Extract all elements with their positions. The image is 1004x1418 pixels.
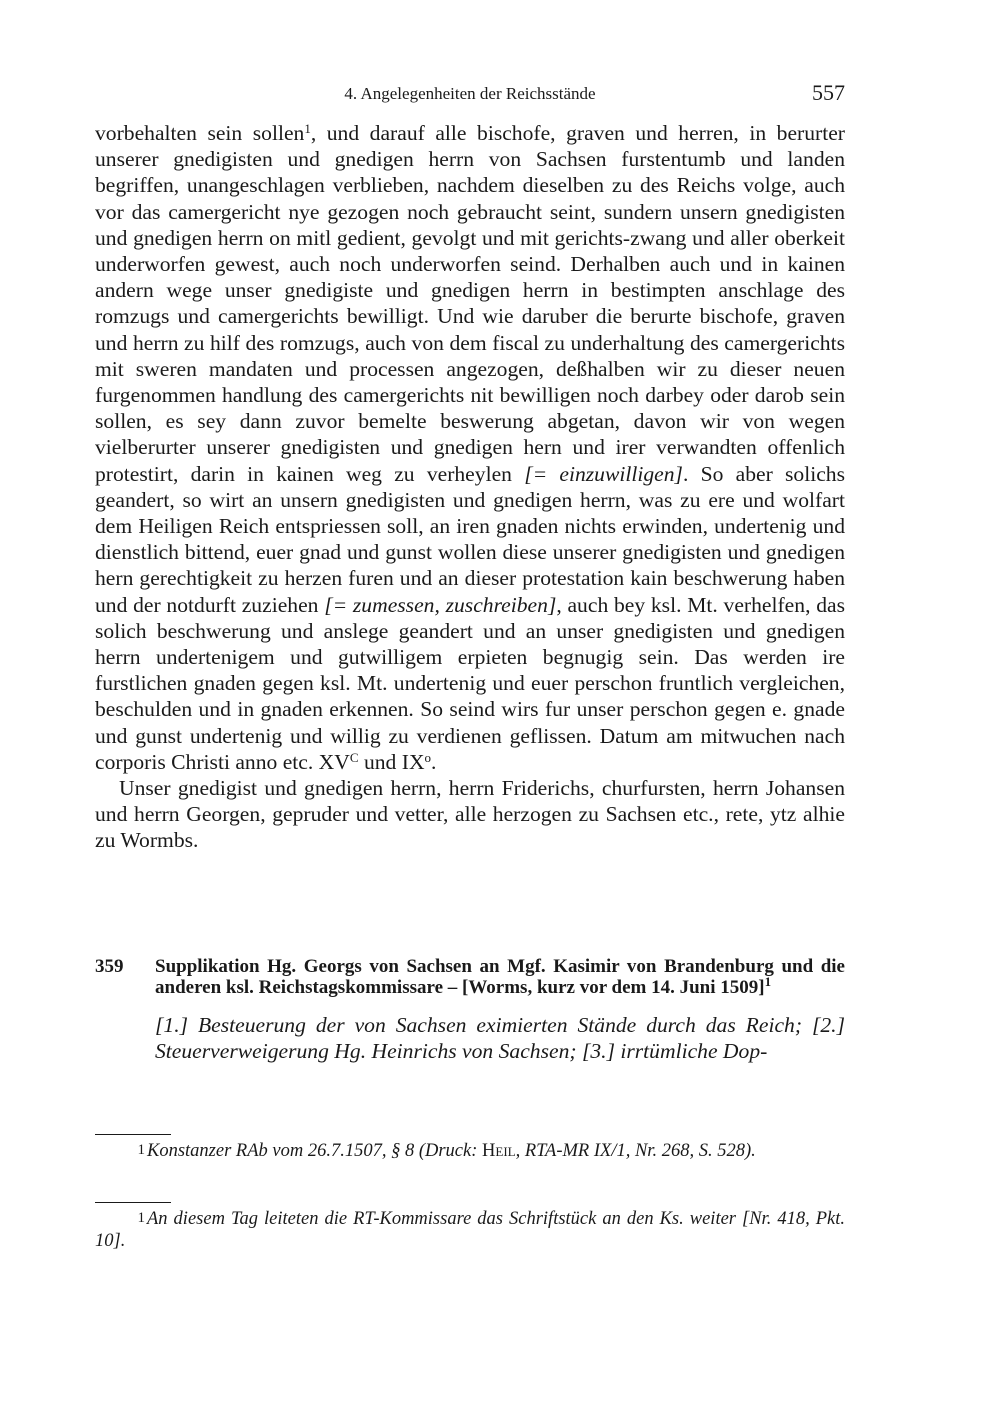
page-number: 557 xyxy=(812,80,845,105)
text-run: , auch bey ksl. Mt. verhelfen, das solich beschwerung und anslege geandert und an unser gnedigisten und gnedigen herrn undertenigem und gutwilligem erpieten begnugig sein. Das werden ire furstlichen gnaden gegen ksl. Mt. undertenig und euer perschon fruntlich vergleichen, beschulden und in gnaden erkennen. So seind wirs fur unser perschon gegen e. gnade und gunst undertenig und willig zu verdienen geflissen. Datum am mitwuchen nach corporis Christi anno etc. XV xyxy=(95,592,845,774)
text-run: . So aber solichs geandert, so wirt an unsern gnedigisten und gnedigen herrn, was zu ere und wolfart dem Heiligen Reich entspriessen soll, an iren gnaden nichts erwinden, undertenig und dienstlich bittend, euer gnad und gunst wollen diese unserer gnedigisten und gnedigen hern gerechtigkeit zu herzen furen und an dieser protestation kain beschwerung haben und der notdurft zuziehen xyxy=(95,461,846,617)
footnote-reference: 1 xyxy=(304,121,311,136)
editorial-gloss: [= zumessen, zuschreiben] xyxy=(324,592,557,617)
text-run: vorbehalten sein sollen xyxy=(95,121,305,145)
text-run: und IX xyxy=(358,749,425,774)
running-title: 4. Angelegenheiten der Reichsstände xyxy=(344,84,596,103)
superscript: C xyxy=(349,749,359,765)
body-text xyxy=(95,120,845,854)
body-paragraph-1 xyxy=(95,120,845,775)
document-entry xyxy=(95,956,845,1064)
footnote-1 xyxy=(95,1139,845,1162)
superscript: o xyxy=(424,749,432,765)
footnote-2 xyxy=(95,1207,845,1252)
document-heading-text: Supplikation Hg. Georgs von Sachsen an Mgf. Kasimir von Brandenburg und die anderen ksl. Reichstagskommissare – [Worms, kurz vor dem 14. Juni 1509] xyxy=(155,956,845,998)
footnote-mark: 1 xyxy=(137,1210,145,1226)
footnote-reference: 1 xyxy=(764,974,772,989)
footnote-mark: 1 xyxy=(137,1142,145,1158)
footnote-text: , RTA-MR IX/1, Nr. 268, S. 528). xyxy=(515,1141,756,1161)
text-run: . xyxy=(431,749,437,774)
footnote-author: Heil xyxy=(482,1141,516,1161)
footnote-text: Konstanzer RAb vom 26.7.1507, § 8 (Druck: xyxy=(147,1141,483,1161)
document-regest: [1.] Besteuerung der von Sachsen eximierten Stände durch das Reich; [2.] Steuerverweigerung Hg. Heinrichs von Sachsen; [3.] irrtümliche Dop- xyxy=(155,1013,845,1063)
text-run: , und darauf alle bischofe, graven und herren, in berurter unserer gnedigisten und gnedigen herrn von Sachsen furstentumb und landen begriffen, unangeschlagen verblieben, nachdem dieselben zu des Reichs volge, auch vor das camergericht nye gezogen noch gebraucht seint, sundern unsern gnedigisten und gnedigen herrn on mitl gedient, gevolgt und mit gerichts-zwang und aller oberkeit underworfen gewest, auch noch underworfen seind. Derhalben auch und in kainen andern wege unser gnedigiste und gnedigen herrn in bestimpten anschlage des romzugs und camergerichts bewilligt. Und wie daruber die berurte bischofe, graven und herrn zu hilf des romzugs, auch von dem fiscal zu underhaltung des camergerichts mit sweren mandaten und processen angezogen, deßhalben wir zu dieser neuen furgenommen handlung des camergerichts nit bewilligen noch darbey oder darob sein sollen, es sey dann zuvor bemelte beswerung abgetan, davon wir von wegen vielberurter unserer gnedigisten und gnedigen hern und irer verwandten offenlich protestirt, darin in kainen weg zu verheylen xyxy=(95,121,845,486)
footnote-text: An diesem Tag leiteten die RT-Kommissare das Schriftstück an den Ks. weiter [Nr. 418, Pkt. 10]. xyxy=(95,1209,845,1251)
document-number: 359 xyxy=(95,956,124,977)
footnote-rule xyxy=(95,1134,171,1135)
document-heading xyxy=(155,956,845,998)
running-head xyxy=(95,80,845,108)
body-paragraph-2: Unser gnedigist und gnedigen herrn, herrn Friderichs, churfursten, herrn Johansen und herrn Georgen, gepruder und vetter, alle herzogen zu Sachsen etc., rete, ytz alhie zu Wormbs. xyxy=(95,776,845,853)
editorial-gloss: [= einzuwilligen] xyxy=(524,461,683,486)
footnote-rule xyxy=(95,1202,171,1203)
